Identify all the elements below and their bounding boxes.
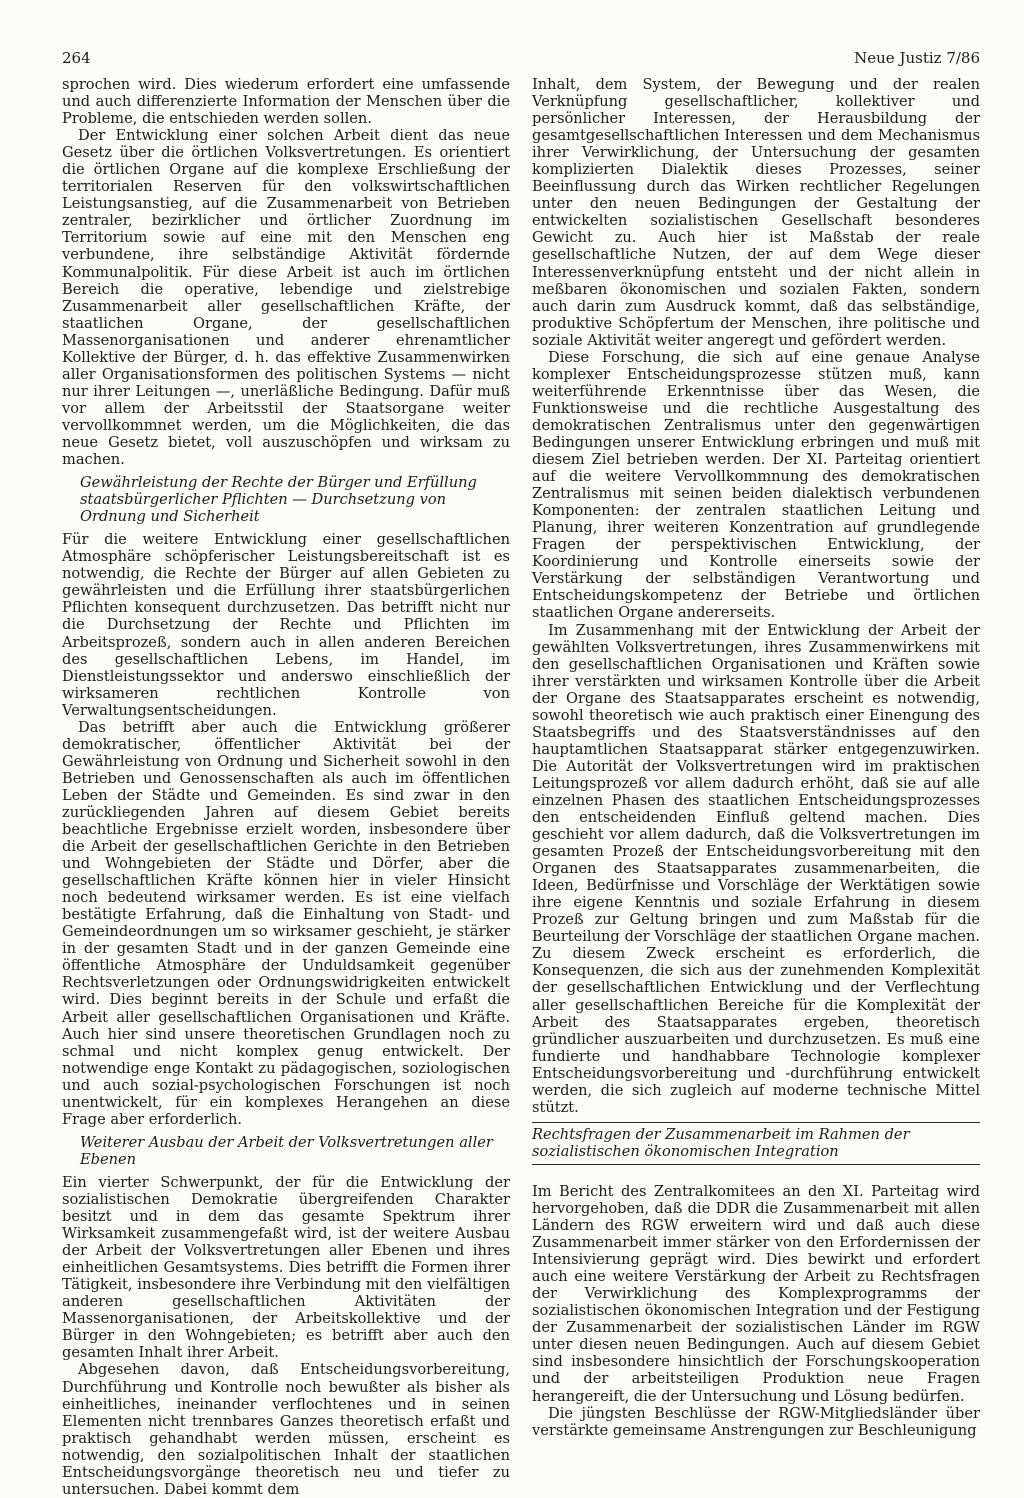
paragraph: Die jüngsten Beschlüsse der RGW-Mitgliedsländer über verstärkte gemeinsame Anstrengungen zur Beschleunigung bbox=[532, 1404, 980, 1439]
paragraph: Der Entwicklung einer solchen Arbeit dient das neue Gesetz über die örtlichen Volksvertretungen. Es orientiert die örtlichen Organe auf die komplexe Erschließung der territorialen Reserven für den volkswirtschaftlichen Leistungsanstieg, auf die Zusammenarbeit von Betrieben zentraler, bezirklicher und örtlicher Zuordnung im Territorium sowie auf eine mit den Menschen eng verbundene, ihre selbständige Aktivität fördernde Kommunalpolitik. Für diese Arbeit ist auch im örtlichen Bereich die operative, lebendige und zielstrebige Zusammenarbeit aller gesellschaftlichen Kräfte, der staatlichen Organe, der gesellschaftlichen Massenorganisationen und anderer ehrenamtlicher Kollektive der Bürger, d. h. das effektive Zusammenwirken aller Organisationsformen des politischen Systems — nicht nur ihrer Leitungen —, unerläßliche Bedingung. Dafür muß vor allem der Arbeitsstil der Staatsorgane weiter vervollkommnet werden, um die Möglichkeiten, die das neue Gesetz bietet, voll auszuschöpfen und wirksam zu machen. bbox=[62, 127, 510, 469]
paragraph: Ein vierter Schwerpunkt, der für die Entwicklung der sozialistischen Demokratie übergreifenden Charakter besitzt und in dem das gesamte Spektrum ihrer Wirksamkeit zusammengefaßt wird, ist der weitere Ausbau der Arbeit der Volksvertretungen aller Ebenen und ihres einheitlichen Gesamtsystems. Dies betrifft die Formen ihrer Tätigkeit, insbesondere ihre Verbindung mit den vielfältigen anderen gesellschaftlichen Aktivitäten der Massenorganisationen, der Arbeitskollektive und der Bürger in den Wohngebieten; es betrifft aber auch den gesamten Inhalt ihrer Arbeit. bbox=[62, 1173, 510, 1362]
right-column bbox=[532, 76, 980, 1498]
paragraph: Für die weitere Entwicklung einer gesellschaftlichen Atmosphäre schöpferischer Leistungsbereitschaft ist es notwendig, die Rechte der Bürger auf allen Gebieten zu gewährleisten und die Erfüllung ihrer staatsbürgerlichen Pflichten konsequent durchzusetzen. Das betrifft nicht nur die Durchsetzung der Rechte und Pflichten im Arbeitsprozeß, sondern auch in allen anderen Bereichen des gesellschaftlichen Lebens, im Handel, im Dienstleistungssektor und anderswo einschließlich der wirksameren rechtlichen Kontrolle von Verwaltungsentscheidungen. bbox=[62, 531, 510, 719]
paragraph: Inhalt, dem System, der Bewegung und der realen Verknüpfung gesellschaftlicher, kollektiver und persönlicher Interessen, der Herausbildung der gesamtgesellschaftlichen Interessen und dem Mechanismus ihrer Verwirklichung, der Untersuchung der gesamten komplizierten Dialektik dieses Prozesses, seiner Beeinflussung durch das Wirken rechtlicher Regelungen unter den neuen Bedingungen der Gestaltung der entwickelten sozialistischen Gesellschaft besonderes Gewicht zu. Auch hier ist Maßstab der reale gesellschaftliche Nutzen, der auf dem Wege dieser Interessenverknüpfung entsteht und der nicht allein in meßbaren ökonomischen und sozialen Fakten, sondern auch darin zum Ausdruck kommt, daß das selbständige, produktive Schöpfertum der Menschen, ihre politische und soziale Aktivität weiter angeregt und gefördert werden. bbox=[532, 76, 980, 349]
section-heading: Gewährleistung der Rechte der Bürger und Erfüllung staatsbürgerlicher Pflichten — Durchsetzung von Ordnung und Sicherheit bbox=[80, 474, 477, 526]
page-number: 264 bbox=[62, 49, 91, 67]
paragraph: Diese Forschung, die sich auf eine genaue Analyse komplexer Entscheidungsprozesse stützen muß, kann weiterführende Erkenntnisse über das Wesen, die Funktionsweise und die rechtliche Ausgestaltung des demokratischen Zentralismus unter den gegenwärtigen Bedingungen unserer Entwicklung erbringen und muß mit diesem Ziel betrieben werden. Der XI. Parteitag orientiert auf die weitere Vervollkommnung des demokratischen Zentralismus mit seinen beiden dialektisch verbundenen Komponenten: der zentralen staatlichen Leitung und Planung, ihrer weiteren Konzentration auf grundlegende Fragen der perspektivischen Entwicklung, der Koordinierung und Kontrolle einerseits sowie der Verstärkung der selbständigen Verantwortung und Entscheidungskompetenz der Betriebe und örtlichen staatlichen Organe andererseits. bbox=[532, 348, 980, 622]
document-page bbox=[62, 44, 980, 1498]
journal-issue: Neue Justiz 7/86 bbox=[854, 49, 980, 67]
paragraph: Im Bericht des Zentralkomitees an den XI. Parteitag wird hervorgehoben, daß die DDR die Zusammenarbeit mit allen Ländern des RGW erweitern wird und daß auch diese Zusammenarbeit immer stärker von den Erfordernissen der Intensivierung geprägt wird. Dies bewirkt und erfordert auch eine weitere Verstärkung der Arbeit zu Rechtsfragen der Verwirklichung des Komplexprogramms der sozialistischen ökonomischen Integration und der Festigung der Zusammenarbeit der sozialistischen Länder im RGW unter diesen neuen Bedingungen. Auch auf diesem Gebiet sind insbesondere hinsichtlich der Forschungskooperation und der arbeitsteiligen Produktion neue Fragen herangereift, die der Untersuchung und Lösung bedürfen. bbox=[532, 1182, 980, 1405]
paragraph: sprochen wird. Dies wiederum erfordert eine umfassende und auch differenzierte Information der Menschen über die Probleme, die entschieden werden sollen. bbox=[62, 76, 510, 128]
page-header bbox=[62, 44, 980, 66]
section-heading-boxed: Rechtsfragen der Zusammenarbeit im Rahmen der sozialistischen ökonomischen Integration bbox=[532, 1122, 980, 1165]
paragraph: Im Zusammenhang mit der Entwicklung der Arbeit der gewählten Volksvertretungen, ihres Zusammenwirkens mit den gesellschaftlichen Organisationen und Kräften sowie ihrer verstärkten und wirksamen Kontrolle über die Arbeit der Organe des Staatsapparates erscheint es notwendig, sowohl theoretisch wie auch praktisch einer Einengung des Staatsbegriffs und des Staatsverständnisses auf den hauptamtlichen Staatsapparat stärker entgegenzuwirken. Die Autorität der Volksvertretungen wird im praktischen Leitungsprozeß vor allem dadurch erhöht, daß sie auf alle einzelnen Phasen des staatlichen Entscheidungsprozesses den entscheidenden Einfluß geltend machen. Dies geschieht vor allem dadurch, daß die Volksvertretungen im gesamten Prozeß der Entscheidungsvorbereitung mit den Organen des Staatsapparates zusammenarbeiten, die Ideen, Bedürfnisse und Vorschläge der Werktätigen sowie ihre eigene Kenntnis und soziale Erfahrung in diesem Prozeß zur Geltung bringen und zum Maßstab für die Beurteilung der Vorschläge der staatlichen Organe machen. Zu diesem Zweck erscheint es erforderlich, die Konsequenzen, die sich aus der zunehmenden Komplexität der gesellschaftlichen Entwicklung und der Verflechtung aller gesellschaftlichen Bereiche für die Komplexität der Arbeit des Staatsapparates ergeben, theoretisch gründlicher auszuarbeiten und durchzusetzen. Es muß eine fundierte und handhabbare Technologie komplexer Entscheidungsvorbereitung und -durchführung entwickelt werden, die sich zugleich auf moderne technische Mittel stützt. bbox=[532, 621, 980, 1116]
text-columns bbox=[62, 76, 980, 1498]
left-column bbox=[62, 76, 510, 1498]
paragraph: Das betrifft aber auch die Entwicklung größerer demokratischer, öffentlicher Aktivität bei der Gewährleistung von Ordnung und Sicherheit sowohl in den Betrieben und Genossenschaften als auch im öffentlichen Leben der Städte und Gemeinden. Es sind zwar in den zurückliegenden Jahren auf diesem Gebiet bereits beachtliche Ergebnisse erzielt worden, insbesondere über die Arbeit der gesellschaftlichen Gerichte in den Betrieben und Wohngebieten der Städte und Dörfer, aber die gesellschaftlichen Kräfte können hier in vieler Hinsicht noch bedeutend wirksamer werden. Es ist eine vielfach bestätigte Erfahrung, daß die Einhaltung von Stadt- und Gemeindeordnungen um so wirksamer geschieht, je stärker in der gesamten Stadt und in der ganzen Gemeinde eine öffentliche Atmosphäre der Unduldsamkeit gegenüber Rechtsverletzungen oder Ordnungswidrigkeiten entwickelt wird. Dies beginnt bereits in der Schule und erfaßt die Arbeit aller gesellschaftlichen Organisationen und Kräfte. Auch hier sind unsere theoretischen Grundlagen noch zu schmal und nicht komplex genug entwickelt. Der notwendige enge Kontakt zu pädagogischen, soziologischen und auch sozial-psychologischen Forschungen ist noch unentwickelt, für ein komplexes Herangehen an diese Frage aber erforderlich. bbox=[62, 718, 510, 1128]
section-heading: Weiterer Ausbau der Arbeit der Volksvertretungen aller Ebenen bbox=[80, 1133, 493, 1168]
paragraph: Abgesehen davon, daß Entscheidungsvorbereitung, Durchführung und Kontrolle noch bewußter als bisher als einheitliches, ineinander verflochtenes und in seinen Elementen nicht trennbares Ganzes theoretisch erfaßt und praktisch gehandhabt werden müssen, erscheint es notwendig, den sozialpolitischen Inhalt der staatlichen Entscheidungsvorgänge theoretisch neu und tiefer zu untersuchen. Dabei kommt dem bbox=[62, 1361, 510, 1498]
